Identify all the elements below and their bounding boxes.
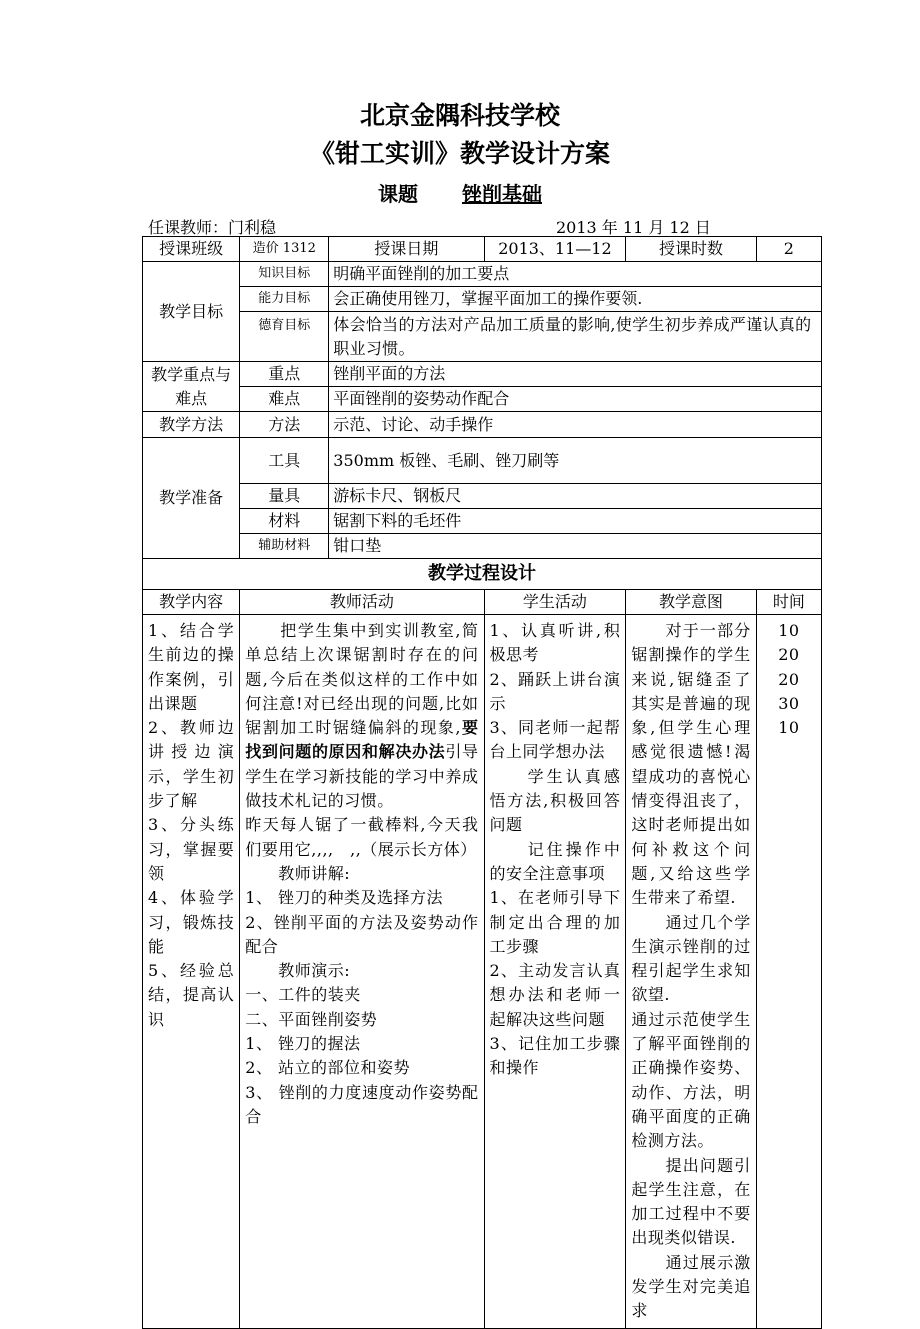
goals-label: 教学目标: [143, 262, 240, 362]
date-label: 授课日期: [329, 237, 484, 262]
difficulty-label: 难点: [240, 387, 329, 412]
time-cell: [756, 615, 821, 1329]
teacher-activity-part2: 引导学生在学习新技能的学习中养成做技术札记的习惯。 昨天每人锯了一截棒料,今天我们要用它,,,, ,,（展示长方体） 教师讲解: 1、 锉刀的种类及选择方法 2、锉削平面的方法及姿势动作配合 教师演示: 一、工件的装夹 二、平面锉削姿势 1、 锉刀的握法 2、 站立的部位和姿势 3、 锉削的力度速度动作姿势配合: [245, 742, 479, 1126]
process-header-row: [143, 590, 822, 615]
moral-goal: 体会恰当的方法对产品加工质量的影响,使学生初步养成严谨认真的职业习惯。: [329, 312, 822, 362]
time-3: 20: [778, 669, 800, 689]
header-intent: 教学意图: [626, 590, 756, 615]
time-2: 20: [778, 645, 800, 665]
difficulty-value: 平面锉削的姿势动作配合: [329, 387, 822, 412]
knowledge-goal: 明确平面锉削的加工要点: [329, 262, 822, 287]
content-cell: 1、结合学生前边的操作案例，引出课题 2、教师边讲授边演示，学生初步了解 3、分头练习，掌握要领 4、体验学习，锻炼技能 5、经验总结，提高认识: [143, 615, 240, 1329]
info-row: [143, 237, 822, 262]
hours-label: 授课时数: [626, 237, 756, 262]
key-points-label: 教学重点与难点: [143, 362, 240, 412]
school-name: 北京金隅科技学校: [359, 101, 560, 130]
ability-goal: 会正确使用锉刀，掌握平面加工的操作要领.: [329, 287, 822, 312]
time-5: 10: [778, 718, 800, 738]
teacher-activity-part1: 把学生集中到实训教室,简单总结上次课锯割时存在的问题,今后在类似这样的工作中如何注意!对已经出现的问题,比如锯割加工时锯缝偏斜的现象,: [245, 621, 479, 738]
aux-label: 辅助材料: [240, 534, 329, 559]
measure-label: 量具: [240, 484, 329, 509]
prep-label: 教学准备: [143, 438, 240, 559]
material-value: 锯割下料的毛坯件: [329, 509, 822, 534]
class-label: 授课班级: [143, 237, 240, 262]
key-label: 重点: [240, 362, 329, 387]
material-label: 材料: [240, 509, 329, 534]
aux-value: 钳口垫: [329, 534, 822, 559]
method-sub-label: 方法: [240, 412, 329, 438]
method-value: 示范、讨论、动手操作: [329, 412, 822, 438]
class-value: 造价 1312: [240, 237, 329, 262]
measure-value: 游标卡尺、钢板尺: [329, 484, 822, 509]
intent-cell: 对于一部分锯割操作的学生来说,锯缝歪了其实是普遍的现象,但学生心理感觉很遗憾!渴望成功的喜悦心情变得沮丧了，这时老师提出如何补救这个问题,又给这些学生带来了希望. 通过几个学生演示锉削的过程引起学生求知欲望. 通过示范使学生了解平面锉削的正确操作姿势、动作、方法，明确平面度的正确检测方法。 提出问题引起学生注意，在加工过程中不要出现类似错误. 通过展示激发学生对完美追求: [626, 615, 756, 1329]
plan-title: 《钳工实训》教学设计方案: [309, 139, 610, 168]
tool-value: 350mm 板锉、毛刷、锉刀刷等: [329, 438, 822, 484]
topic-label: 课题: [378, 182, 418, 206]
topic-line: [0, 178, 920, 207]
header-time: 时间: [756, 590, 821, 615]
lesson-plan-table: [142, 236, 822, 1329]
moral-goal-label: 德育目标: [240, 312, 329, 362]
ability-goal-label: 能力目标: [240, 287, 329, 312]
student-activity-cell: 1、认真听讲,积极思考 2、踊跃上讲台演示 3、同老师一起帮台上同学想办法 学生认真感悟方法,积极回答问题 记住操作中的安全注意事项 1、在老师引导下制定出合理的加工步骤 2、主动发言认真想办法和老师一起解决这些问题 3、记住加工步骤和操作: [484, 615, 626, 1329]
process-body-row: [143, 615, 822, 1329]
teacher-activity-cell: [240, 615, 484, 1329]
time-4: 30: [778, 693, 800, 713]
date-value: 2013、11—12: [484, 237, 626, 262]
process-title: 教学过程设计: [143, 559, 822, 590]
teacher-name: 任课教师：门利稳: [148, 218, 277, 237]
time-1: 10: [778, 621, 800, 640]
tool-label: 工具: [240, 438, 329, 484]
teacher-activity-bold: 要找到问题的原因和解决办法: [245, 718, 479, 762]
header-student: 学生活动: [484, 590, 626, 615]
method-label: 教学方法: [143, 412, 240, 438]
hours-value: 2: [756, 237, 821, 262]
header-content: 教学内容: [143, 590, 240, 615]
topic-value: 锉削基础: [462, 182, 542, 206]
key-value: 锉削平面的方法: [329, 362, 822, 387]
header-teacher: 教师活动: [240, 590, 484, 615]
lesson-date: 2013 年 11 月 12 日: [556, 218, 711, 237]
knowledge-goal-label: 知识目标: [240, 262, 329, 287]
